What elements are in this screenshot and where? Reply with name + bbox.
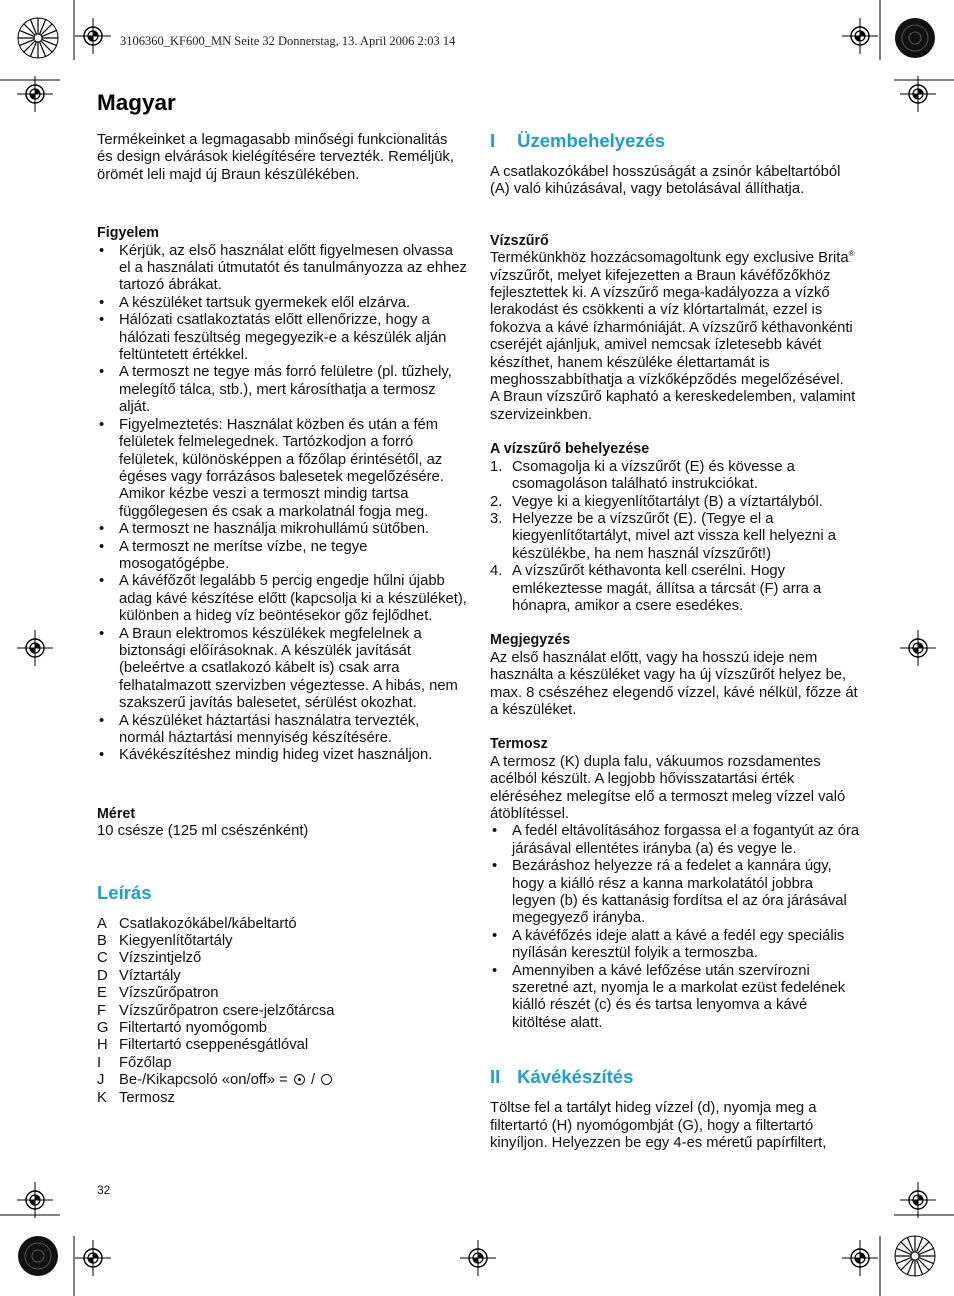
symbol-separator: / — [306, 1072, 320, 1089]
left-column — [97, 132, 467, 1107]
legend-letter: K — [97, 1089, 107, 1106]
figyelem-list — [97, 243, 467, 765]
legend-item — [97, 933, 467, 950]
list-item: • Kávékészítéshez mindig hideg vizet használjon. — [97, 747, 467, 764]
legend-item — [97, 950, 467, 967]
list-item: • Kérjük, az első használat előtt figyelmesen olvassa el a használati útmutatót és tanulmányozza az ehhez tartozó ábrákat. — [97, 243, 467, 295]
vizszuro-text-a: Termékünkhöz hozzácsomagoltunk egy exclusive Brita — [490, 250, 849, 267]
page-title: Magyar — [97, 90, 176, 115]
legend-item — [97, 1055, 467, 1072]
list-item: • A termoszt ne merítse vízbe, ne tegye mosogatógépbe. — [97, 539, 467, 574]
list-item: • A kávéfőzőt legalább 5 percig engedje hűlni újabb adag kávé készítése előtt (kapcsolja ki a készüléket), különben a hideg víz beöntésekor gőz fejlődhet. — [97, 573, 467, 625]
print-header: 3106360_KF600_MN Seite 32 Donnerstag, 13. April 2006 2:03 14 — [120, 34, 456, 48]
meret-heading: Méret — [97, 805, 136, 822]
parts-legend — [97, 916, 467, 1107]
vizszuro-availability: A Braun vízszűrő kapható a kereskedelemben, valamint szervizeinkben. — [490, 389, 856, 423]
star-mark-bl — [18, 1236, 58, 1276]
wheel-mark-tl — [18, 18, 58, 58]
registered-mark: ® — [848, 249, 855, 259]
legend-text: Víztartály — [119, 967, 181, 984]
legend-item — [97, 985, 467, 1002]
step-item — [490, 459, 860, 494]
step-number: 3. — [490, 510, 503, 527]
list-item: • Hálózati csatlakoztatás előtt ellenőrizze, hogy a hálózati feszültség megegyezik-e a készülék alján feltüntetett értékkel. — [97, 312, 467, 364]
uzembehelyezes-text: A csatlakozókábel hosszúságát a zsinór kábeltartóból (A) való kihúzásával, vagy betolásával állíthatja. — [490, 164, 841, 198]
page-number: 32 — [97, 1183, 111, 1197]
vizszuro-text — [490, 250, 860, 389]
step-number: 1. — [490, 458, 503, 475]
uzembehelyezes-heading — [490, 130, 860, 152]
legend-text: Filtertartó cseppenésgátlóval — [119, 1037, 309, 1054]
kavekeszites-text: Töltse fel a tartályt hideg vízzel (d), nyomja meg a filtertartó (H) nyomógombját (G), hogy a filtertartó kinyíljon. Helyezzen be egy 4-es méretű papírfiltert, — [490, 1100, 827, 1152]
legend-text: Be-/Kikapcsoló «on/off» = — [119, 1072, 292, 1089]
step-text: Helyezze be a vízszűrőt (E). (Tegye el a kiegyenlítőtartályt, mivel azt vissza kell helyezni a készülékbe, ha nem használ vízszűrőt!) — [512, 510, 837, 562]
vizszuro-heading: Vízszűrő — [490, 232, 549, 249]
behelyezes-steps — [490, 459, 860, 616]
section-number: II — [490, 1066, 501, 1088]
step-text: A vízszűrőt kéthavonta kell cserélni. Hogy emlékeztesse magát, állítsa a tárcsát (F) arra a hónapra, amikor a csere esedékes. — [512, 563, 822, 614]
legend-text-j — [119, 1072, 334, 1089]
list-item: • A fedél eltávolításához forgassa el a fogantyút az óra járásával ellentétes irányba (a) és vegye le. — [490, 823, 860, 858]
legend-text: Csatlakozókábel/kábeltartó — [119, 915, 297, 932]
legend-text: Vízszűrőpatron csere-jelzőtárcsa — [119, 1002, 335, 1019]
legend-letter: E — [97, 985, 107, 1002]
wheel-mark-br — [895, 1236, 935, 1276]
legend-letter: B — [97, 933, 107, 950]
vizszuro-text-b: vízszűrőt, melyet kifejezetten a Braun kávéfőzőkhöz fejlesztettek ki. A vízszűrő mega-kadályozza a vízkő lerakodást és csökkenti a víz klórtartalmát, ezzel is fokozva a kávé ízharmóniáját. A vízszűrő kéthavonkénti cseréjét ajánljuk, amivel nemcsak ízletesebb kávét készíthet, hanem készüléke élettartamát is meghosszabbíthatja a vízkőképződés megelőzésével. — [490, 267, 853, 389]
intro-paragraph: Termékeinket a legmagasabb minőségi funkcionalitás és design elvárások kielégítésére tervezték. Reméljük, örömét leli majd új Braun készülékében. — [97, 132, 454, 183]
list-item: • A készüléket tartsuk gyermekek elől elzárva. — [97, 295, 467, 312]
legend-text: Termosz — [119, 1089, 175, 1106]
list-item: • A Braun elektromos készülékek megfelelnek a biztonsági előírásoknak. A készülék javítását (beleértve a csatlakozó kábelt is) csak arra felhatalmazott szervizben végeztesse. A hibás, nem szakszerű javítás balesetet, sérülést okozhat. — [97, 626, 467, 713]
power-on-icon — [294, 1074, 305, 1085]
list-item: • Bezáráshoz helyezze rá a fedelet a kannára úgy, hogy a kiálló rész a kanna markolatától jobbra legyen (b) és kattanásig fordítsa el az óra járásával megegyező irányba. — [490, 858, 860, 928]
legend-text: Filtertartó nyomógomb — [119, 1020, 268, 1037]
power-off-icon — [321, 1074, 332, 1085]
step-text: Vegye ki a kiegyenlítőtartályt (B) a víztartályból. — [512, 493, 823, 510]
kavekeszites-heading — [490, 1066, 860, 1088]
legend-item — [97, 1003, 467, 1020]
step-item — [490, 511, 860, 563]
legend-item — [97, 1037, 467, 1054]
legend-letter: C — [97, 950, 108, 967]
step-number: 2. — [490, 493, 503, 510]
legend-item — [97, 1072, 467, 1089]
star-mark-tr — [895, 18, 935, 58]
legend-letter: F — [97, 1002, 107, 1019]
megjegyzes-heading: Megjegyzés — [490, 632, 571, 649]
right-column — [490, 130, 860, 1153]
legend-item — [97, 968, 467, 985]
leiras-heading: Leírás — [97, 881, 152, 903]
section-title-text: Üzembehelyezés — [517, 130, 666, 151]
legend-text: Kiegyenlítőtartály — [119, 933, 233, 950]
list-item: • A készüléket háztartási használatra tervezték, normál háztartási mennyiség készítésére. — [97, 713, 467, 748]
figyelem-heading: Figyelem — [97, 225, 159, 242]
list-item: • Amennyiben a kávé lefőzése után szervírozni szeretné azt, nyomja le a markolat ezüst fedelének kiálló részét (c) és és tartsa lenyomva a kávé kitöltése alatt. — [490, 963, 860, 1033]
list-item: • A termoszt ne használja mikrohullámú sütőben. — [97, 521, 467, 538]
meret-text: 10 csésze (125 ml csészénként) — [97, 823, 309, 840]
legend-letter: H — [97, 1037, 108, 1054]
step-item — [490, 563, 860, 615]
legend-letter: G — [97, 1020, 109, 1037]
legend-letter: J — [97, 1072, 105, 1089]
section-number: I — [490, 130, 496, 151]
legend-letter: A — [97, 915, 107, 932]
legend-letter: D — [97, 967, 108, 984]
section-title-text: Kávékészítés — [517, 1066, 634, 1088]
legend-text: Vízszűrőpatron — [119, 985, 219, 1002]
step-item — [490, 494, 860, 511]
megjegyzes-text: Az első használat előtt, vagy ha hosszú ideje nem használta a készüléket vagy ha új vízszűrőt helyez be, max. 8 csészéhez elegendő vízzel, kávé nélkül, főzze át a készüléket. — [490, 649, 858, 718]
legend-item — [97, 916, 467, 933]
termosz-heading: Termosz — [490, 736, 548, 753]
termosz-text: A termosz (K) dupla falu, vákuumos rozsdamentes acélból készült. A legjobb hővisszatartási érték eléréséhez melegítse elő a termoszt meleg vízzel való átöblítéssel. — [490, 753, 846, 822]
legend-text: Főzőlap — [119, 1054, 172, 1071]
step-text: Csomagolja ki a vízszűrőt (E) és kövesse a csomagoláson található instrukciókat. — [512, 458, 795, 493]
list-item: • Figyelmeztetés: Használat közben és után a fém felületek felmelegednek. Tartózkodjon a forró felületek, különösképpen a főzőlap érintésétől, az égéses vagy forrázásos balesetek megelőzésére. Amikor kézbe veszi a termoszt mindig tartsa függőlegesen és csak a markolatnál fogja meg. — [97, 417, 467, 521]
legend-letter: I — [97, 1054, 102, 1071]
termosz-list — [490, 823, 860, 1032]
behelyezes-heading: A vízszűrő behelyezése — [490, 441, 650, 458]
legend-item — [97, 1020, 467, 1037]
legend-text: Vízszintjelző — [119, 950, 202, 967]
list-item: • A kávéfőzés ideje alatt a kávé a fedél egy speciális nyílásán keresztül folyik a termoszba. — [490, 928, 860, 963]
legend-item — [97, 1090, 467, 1107]
list-item: • A termoszt ne tegye más forró felületre (pl. tűzhely, melegítő tálca, stb.), mert károsíthatja a termosz alját. — [97, 364, 467, 416]
step-number: 4. — [490, 563, 503, 580]
